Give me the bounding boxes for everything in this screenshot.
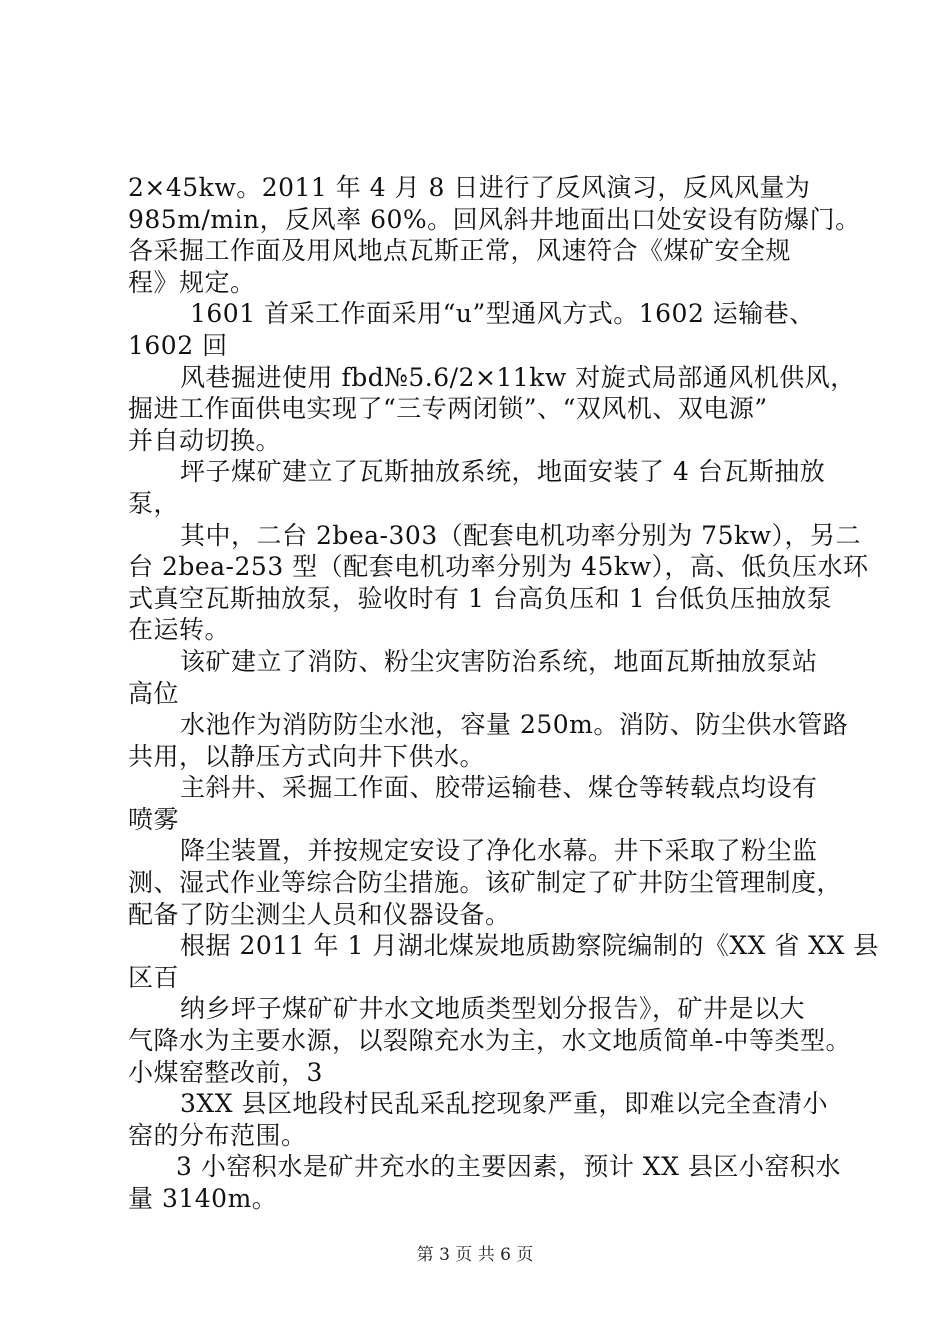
text-line: 共用，以静压方式向井下供水。 [128,741,486,771]
text-line: 风巷掘进使用 fbd№5.6/2×11kw 对旋式局部通风机供风， [180,362,856,392]
text-line: 高位 [128,678,180,708]
text-line: 并自动切换。 [128,425,282,455]
text-line: 2×45kw。2011 年 4 月 8 日进行了反风演习，反风风量为 [128,173,811,202]
text-line: 泵， [128,488,180,518]
text-line: 掘进工作面供电实现了“三专两闭锁”、“双风机、双电源” [128,394,768,424]
text-line: 量 3140m。 [128,1184,278,1213]
text-line: 坪子煤矿建立了瓦斯抽放系统，地面安装了 4 台瓦斯抽放 [180,457,826,487]
text-line: 在运转。 [128,615,231,645]
text-line: 纳乡坪子煤矿矿井水文地质类型划分报告》，矿井是以大 [180,994,806,1024]
text-line: 小煤窑整改前，3 [128,1057,323,1087]
text-line: 1601 首采工作面采用“u”型通风方式。1602 运输巷、 [190,299,815,329]
text-line: 985m/min，反风率 60%。回风斜井地面出口处安设有防爆门。 [128,204,861,234]
page-footer: 第 3 页 共 6 页 [416,1245,534,1265]
text-line: 该矿建立了消防、粉尘灾害防治系统，地面瓦斯抽放泵站 [180,646,818,676]
text-line: 3XX 县区地段村民乱采乱挖现象严重，即难以完全查清小 [180,1089,828,1119]
text-line: 各采掘工作面及用风地点瓦斯正常，风速符合《煤矿安全规 [128,236,792,266]
text-line: 气降水为主要水源，以裂隙充水为主，水文地质简单-中等类型。 [128,1026,851,1056]
text-line: 降尘装置，并按规定安设了净化水幕。井下采取了粉尘监 [180,836,818,866]
text-line: 水池作为消防防尘水池，容量 250m。消防、防尘供水管路 [180,710,849,740]
text-line: 其中，二台 2bea-303（配套电机功率分别为 75kw），另二 [180,520,862,550]
text-line: 3 小窑积水是矿井充水的主要因素，预计 XX 县区小窑积水 [176,1152,841,1182]
text-line: 窑的分布范围。 [128,1120,307,1150]
text-line: 1602 回 [128,330,228,360]
text-line: 台 2bea-253 型（配套电机功率分别为 45kw），高、低负压水环 [128,552,869,582]
text-line: 喷雾 [128,804,180,834]
text-line: 式真空瓦斯抽放泵，验收时有 1 台高负压和 1 台低负压抽放泵 [128,583,833,613]
text-line: 配备了防尘测尘人员和仪器设备。 [128,899,511,929]
text-line: 根据 2011 年 1 月湖北煤炭地质勘察院编制的《XX 省 XX 县 [180,931,879,961]
text-line: 区百 [128,962,180,992]
text-line: 程》规定。 [128,267,256,297]
text-line: 测、湿式作业等综合防尘措施。该矿制定了矿井防尘管理制度， [128,868,843,898]
document-body [128,172,879,1215]
text-line: 主斜井、采掘工作面、胶带运输巷、煤仓等转载点均设有 [180,773,818,803]
